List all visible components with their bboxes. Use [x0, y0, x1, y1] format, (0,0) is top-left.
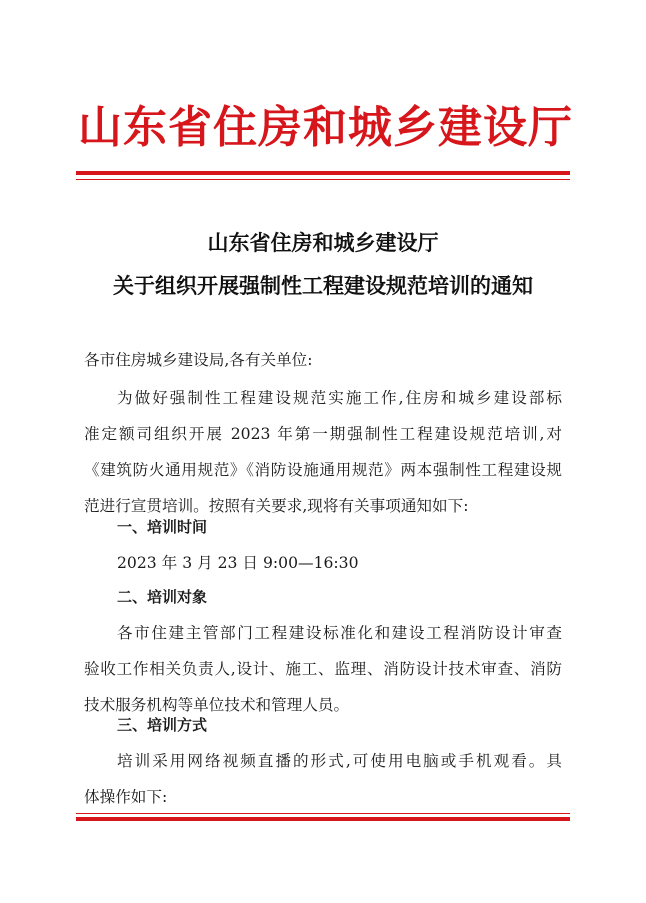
section-heading-method: 三、培训方式 [117, 716, 208, 734]
letterhead-rule-thick-top [76, 171, 570, 175]
intro-line-2: 准定额司组织开展 2023 年第一期强制性工程建设规范培训,对 [84, 425, 562, 443]
salutation: 各市住房城乡建设局,各有关单位: [84, 351, 313, 369]
section-heading-time: 一、培训时间 [117, 518, 208, 536]
intro-line-3: 《建筑防火通用规范》《消防设施通用规范》两本强制性工程建设规 [84, 461, 562, 479]
intro-line-1: 为做好强制性工程建设规范实施工作,住房和城乡建设部标 [117, 389, 562, 407]
notice-title-line2: 关于组织开展强制性工程建设规范培训的通知 [113, 273, 533, 298]
footer-rule-thin [76, 813, 570, 814]
section-heading-audience: 二、培训对象 [117, 588, 208, 606]
intro-line-4: 范进行宣贯培训。按照有关要求,现将有关事项通知如下: [84, 497, 469, 515]
training-time: 2023 年 3 月 23 日 9:00—16:30 [117, 554, 359, 572]
audience-line-1: 各市住建主管部门工程建设标准化和建设工程消防设计审查 [117, 624, 562, 642]
letterhead-rule-thin-top [76, 179, 570, 180]
footer-rule-thick [76, 817, 570, 821]
notice-title-line1: 山东省住房和城乡建设厅 [207, 230, 439, 255]
audience-line-3: 技术服务机构等单位技术和管理人员。 [84, 696, 350, 714]
audience-line-2: 验收工作相关负责人,设计、施工、监理、消防设计技术审查、消防 [84, 660, 562, 678]
method-line-2: 体操作如下: [84, 788, 168, 806]
method-line-1: 培训采用网络视频直播的形式,可使用电脑或手机观看。具 [117, 752, 562, 770]
letterhead: 山东省住房和城乡建设厅 [78, 102, 573, 153]
